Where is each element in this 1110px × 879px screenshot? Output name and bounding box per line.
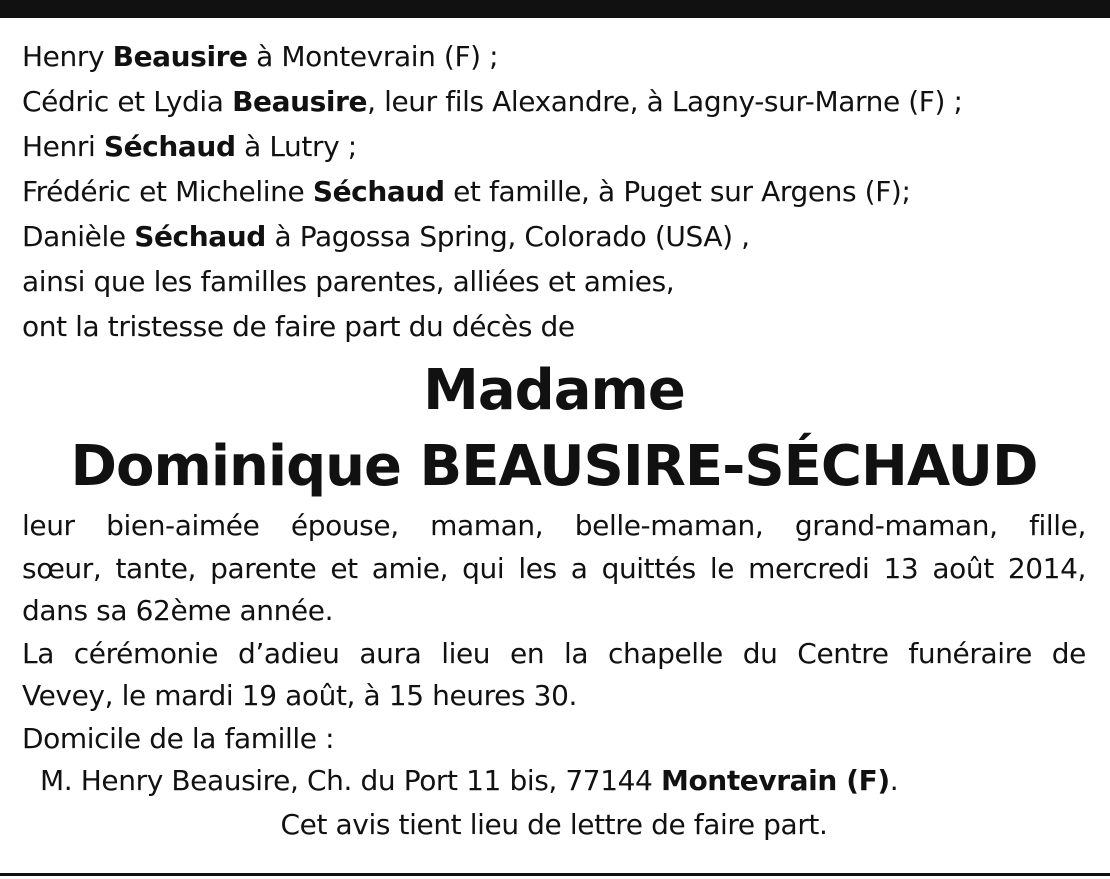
announcer-surname: Beausire [232, 85, 368, 118]
announcer-surname: Beausire [112, 40, 248, 73]
domicile-label: Domicile de la famille : [22, 721, 335, 755]
announcer-location: et famille, à Puget sur Argens (F); [444, 175, 911, 208]
announcer-location: à Lutry ; [235, 130, 357, 163]
announcer-line [22, 214, 1086, 259]
announcer-surname: Séchaud [134, 220, 266, 253]
address-city: Montevrain (F) [660, 764, 890, 797]
announcer-first-names: Danièle [22, 220, 135, 253]
announcer-first-names: Frédéric et Micheline [22, 175, 313, 208]
announcer-first-names: Henri [22, 130, 104, 163]
obituary-notice [22, 34, 1086, 847]
families-line: ainsi que les familles parentes, alliées et amies, [22, 265, 675, 298]
deceased-name: Dominique BEAUSIRE-SÉCHAUD [70, 434, 1038, 499]
description-line: sœur, tante, parente et amie, qui les a quittés le mercredi 13 août 2014, [22, 551, 1086, 585]
deceased-name-block [22, 353, 1086, 505]
family-address [22, 760, 1086, 803]
announcer-line [22, 79, 1086, 124]
announcer-first-names: Cédric et Lydia [22, 85, 233, 118]
announcer-surname: Séchaud [103, 130, 236, 163]
announcer-line [22, 124, 1086, 169]
address-end: . [889, 764, 899, 797]
description-line: dans sa 62ème année. [22, 594, 334, 627]
announcer-location: , leur fils Alexandre, à Lagny-sur-Marne (F) ; [367, 85, 963, 118]
announcer-line [22, 34, 1086, 79]
description-line: leur bien-aimée épouse, maman, belle-maman, grand-maman, fille, [22, 509, 1086, 542]
announcement-line: ont la tristesse de faire part du décès de [22, 310, 575, 343]
bottom-rule [0, 873, 1110, 876]
announcer-surname: Séchaud [312, 175, 445, 208]
address-text: M. Henry Beausire, Ch. du Port 11 bis, 77144 [40, 764, 661, 797]
announcer-first-names: Henry [22, 40, 113, 73]
announcer-location: à Pagossa Spring, Colorado (USA) , [265, 220, 750, 253]
announcer-location: à Montevrain (F) ; [247, 40, 499, 73]
announcer-line [22, 169, 1086, 214]
closing-note: Cet avis tient lieu de lettre de faire part. [280, 807, 828, 841]
ceremony-line: La cérémonie d’adieu aura lieu en la chapelle du Centre funéraire de [22, 636, 1086, 670]
top-rule [0, 0, 1110, 18]
deceased-title: Madame [423, 358, 685, 423]
ceremony-line: Vevey, le mardi 19 août, à 15 heures 30. [22, 679, 577, 712]
